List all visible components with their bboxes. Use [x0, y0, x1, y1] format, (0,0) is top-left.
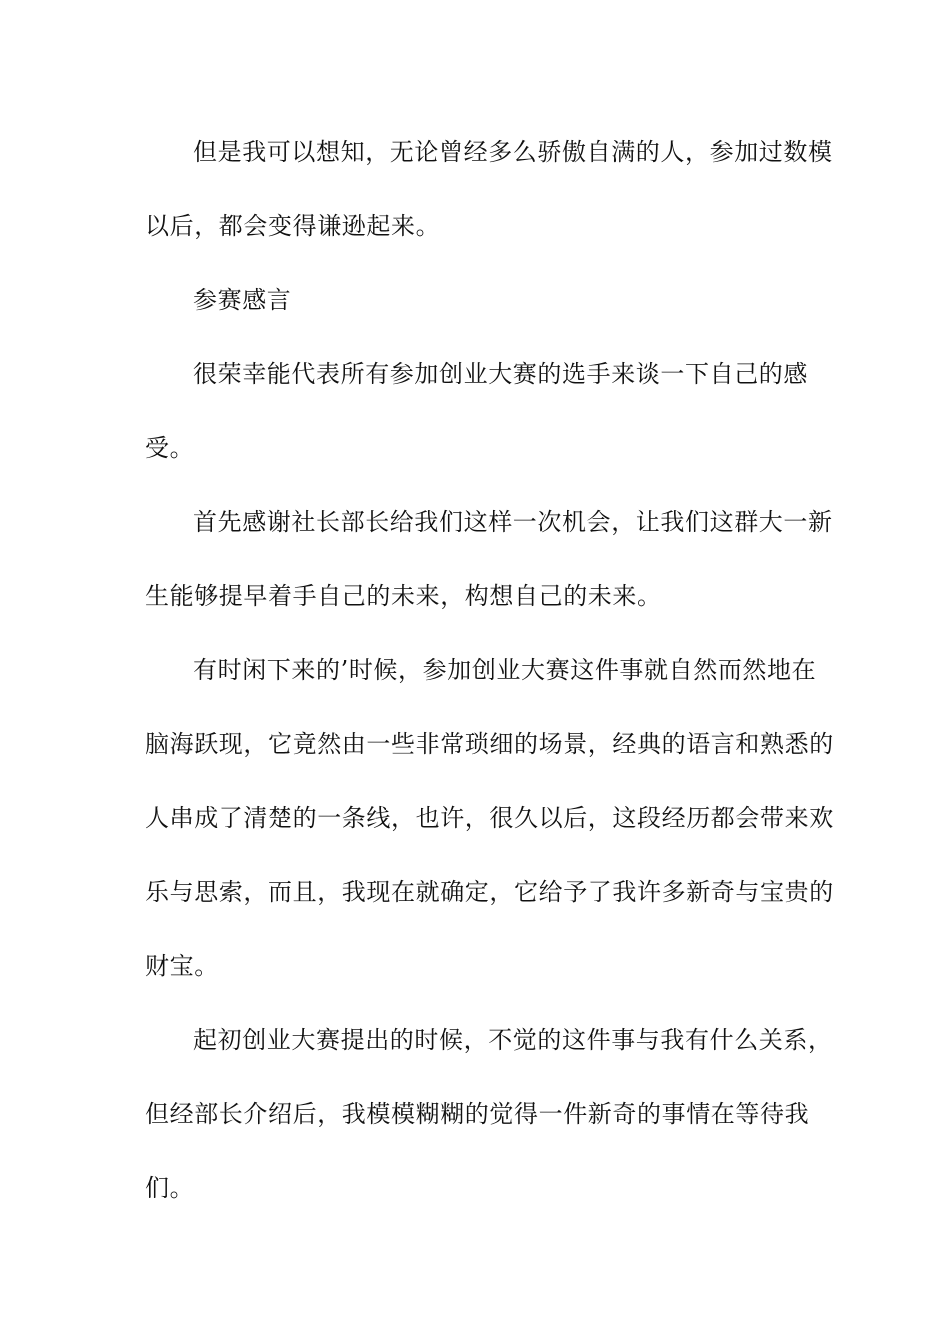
document-body: [145, 115, 835, 1225]
section-heading: 参赛感言: [193, 286, 292, 314]
paragraph-5: 起初创业大赛提出的时候，不觉的这件事与我有什么关系，但经部长介绍后，我模模糊糊的觉得一件新奇的事情在等待我们。: [145, 1026, 833, 1202]
paragraph-1: 但是我可以想知，无论曾经多么骄傲自满的人，参加过数模以后，都会变得谦逊起来。: [145, 138, 833, 240]
paragraph-2: 很荣幸能代表所有参加创业大赛的选手来谈一下自己的感受。: [145, 360, 808, 462]
paragraph-4: 有时闲下来的’时候，参加创业大赛这件事就自然而然地在脑海跃现，它竟然由一些非常琐细的场景，经典的语言和熟悉的人串成了清楚的一条线，也许，很久以后，这段经历都会带来欢乐与思索，而且，我现在就确定，它给予了我许多新奇与宝贵的财宝。: [145, 656, 834, 980]
paragraph-3: 首先感谢社长部长给我们这样一次机会，让我们这群大一新生能够提早着手自己的未来，构想自己的未来。: [145, 508, 833, 610]
